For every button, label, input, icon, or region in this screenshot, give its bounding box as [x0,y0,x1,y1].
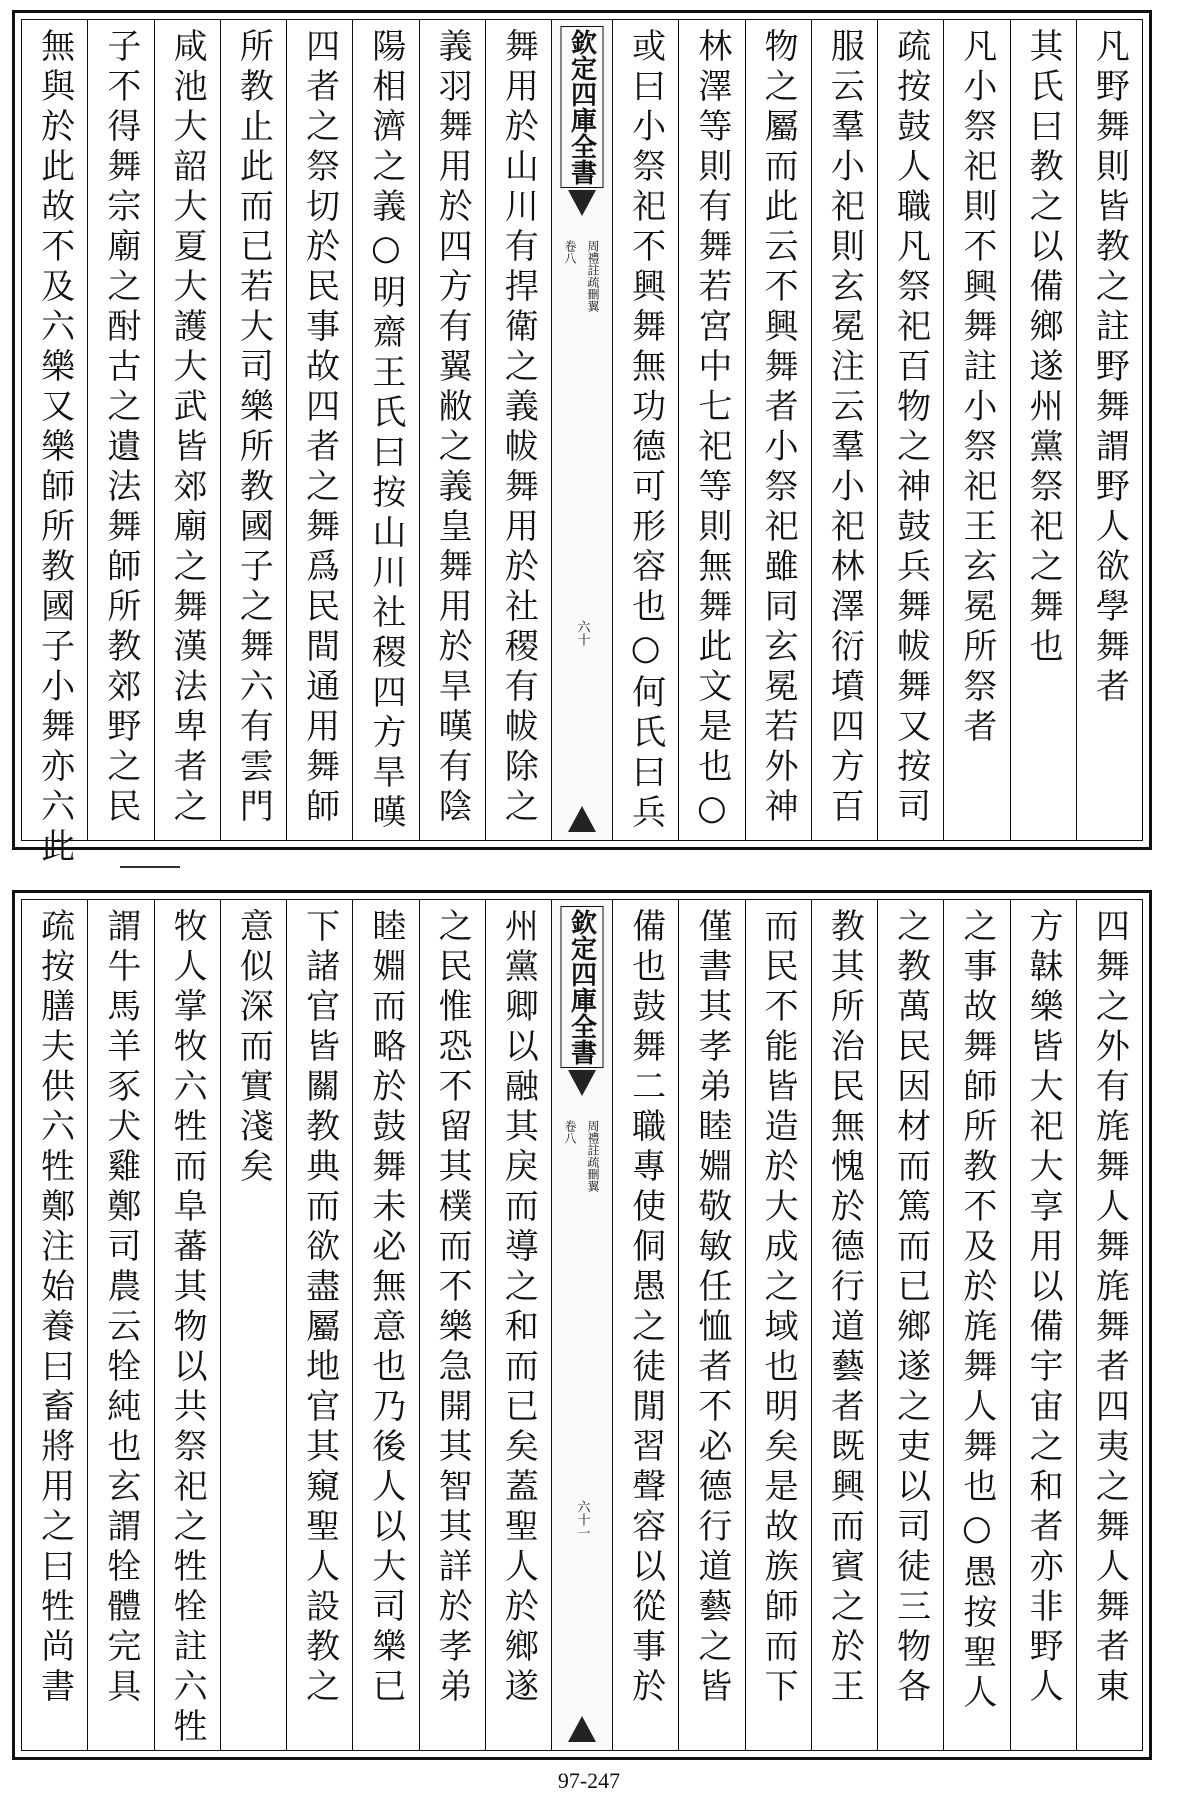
column-left-6 [87,20,153,840]
fish-tail-mark [568,1070,596,1096]
column-right-6 [678,20,744,840]
volume-label: 卷八 [563,240,577,264]
column-left-1 [419,20,485,840]
text-column: 咸池大韶大夏大護大武皆郊廟之舞漢法卑者之 [167,28,208,828]
column-right-3 [877,900,943,1750]
text-column: 義羽舞用於四方有翼敝之義皇舞用於旱暵有陰 [432,28,473,828]
column-right-2 [943,900,1009,1750]
column-right-1 [1010,20,1076,840]
text-column: 教其所治民無愧於德行道藝者既興而賓之於王 [824,908,865,1708]
column-right-4 [811,900,877,1750]
text-column: 州黨卿以融其戾而導之和而已矣蓋聖人於鄉遂 [498,908,539,1708]
text-column: 舞用於山川有捍衛之義帗舞用於社稷有帗除之 [498,28,539,828]
text-column: 林澤等則有舞若宮中七祀等則無舞此文是也○ [691,28,732,834]
text-column: 謂牛馬羊豕犬雞鄭司農云牷純也玄謂牷體完具 [100,908,141,1708]
text-column: 四者之祭切於民事故四者之舞爲民間通用舞師 [299,28,340,828]
column-left-1 [419,900,485,1750]
column-left-3 [286,900,352,1750]
text-column: 睦婣而略於鼓舞未必無意也乃後人以大司樂已 [365,908,406,1708]
column-right-1 [1010,900,1076,1750]
column-right-4 [811,20,877,840]
text-column: 凡小祭祀則不興舞註小祭祀王玄冕所祭者 [956,28,997,748]
text-column: 方韎樂皆大祀大享用以備宇宙之和者亦非野人 [1023,908,1064,1708]
page-number-footer: 97-247 [557,1768,621,1793]
text-column: 所教止此而已若大司樂所教國子之舞六有雲門 [233,28,274,828]
column-left-0 [485,20,551,840]
bottom-page [12,890,1152,1760]
column-right-5 [745,900,811,1750]
text-column: 僅書其孝弟睦婣敬敏任恤者不必德行道藝之皆 [691,908,732,1708]
text-column: 下諸官皆關教典而欲盡屬地官其窺聖人設教之 [299,908,340,1708]
column-left-7 [22,20,87,868]
column-left-2 [352,900,418,1750]
text-column: 四舞之外有旄舞人舞旄舞者四夷之舞人舞者東 [1089,908,1130,1708]
fish-tail-mark [568,190,596,216]
column-right-0 [1076,20,1142,840]
page-divider [120,866,180,868]
text-column: 意似深而實淺矣 [233,908,274,1188]
book-title: 欽定四庫全書 [561,26,604,188]
column-right-2 [943,20,1009,840]
center-fold [551,900,612,1750]
fish-tail-mark-bottom [568,806,596,832]
text-column: 之教萬民因材而篤而已鄉遂之吏以司徒三物各 [890,908,931,1708]
column-left-0 [485,900,551,1750]
book-title: 欽定四庫全書 [561,906,604,1068]
text-column: 凡野舞則皆教之註野舞謂野人欲學舞者 [1089,28,1130,708]
fish-tail-mark-bottom [568,1716,596,1742]
column-right-6 [678,900,744,1750]
text-column: 而民不能皆造於大成之域也明矣是故族師而下 [758,908,799,1708]
column-left-4 [220,900,286,1750]
column-right-5 [745,20,811,840]
folio-number: 六十 [574,620,590,646]
text-column: 陽相濟之義○明齋王氏曰按山川社稷四方旱暵 [365,28,406,834]
top-page-columns [21,19,1143,868]
column-right-7 [612,900,678,1750]
chapter-name: 周禮註疏刪翼 [586,240,600,312]
text-column: 備也鼓舞二職專使侗愚之徒閒習聲容以從事於 [625,908,666,1708]
text-column: 牧人掌牧六牲而阜蕃其物以共祭祀之牲牷註六牲 [167,908,208,1748]
column-left-4 [220,20,286,840]
bottom-page-columns [21,899,1143,1751]
text-column: 疏按鼓人職凡祭祀百物之神鼓兵舞帗舞又按司 [890,28,931,828]
column-left-2 [352,20,418,840]
text-column: 無與於此故不及六樂又樂師所教國子小舞亦六此 [34,28,75,868]
column-left-5 [154,900,220,1750]
column-left-7 [22,900,87,1750]
column-right-3 [877,20,943,840]
text-column: 子不得舞宗廟之酎古之遺法舞師所教郊野之民 [100,28,141,828]
column-left-6 [87,900,153,1750]
text-column: 疏按膳夫供六牲鄭注始養曰畜將用之曰牲尚書 [34,908,75,1708]
volume-label: 卷八 [563,1120,577,1144]
text-column: 其氏曰教之以備鄉遂州黨祭祀之舞也 [1023,28,1064,668]
text-column: 或曰小祭祀不興舞無功德可形容也○何氏曰兵 [625,28,666,834]
folio-number: 六十一 [574,1500,590,1539]
top-page [12,10,1152,868]
column-left-5 [154,20,220,840]
column-right-7 [612,20,678,840]
text-column: 服云羣小祀則玄冕注云羣小祀林澤衍墳四方百 [824,28,865,828]
center-fold [551,20,612,840]
chapter-name: 周禮註疏刪翼 [586,1120,600,1192]
text-column: 之民惟恐不留其樸而不樂急開其智其詳於孝弟 [432,908,473,1708]
column-right-0 [1076,900,1142,1750]
column-left-3 [286,20,352,840]
text-column: 之事故舞師所教不及於旄舞人舞也○愚按聖人 [956,908,997,1714]
text-column: 物之屬而此云不興舞者小祭祀雖同玄冕若外神 [758,28,799,828]
